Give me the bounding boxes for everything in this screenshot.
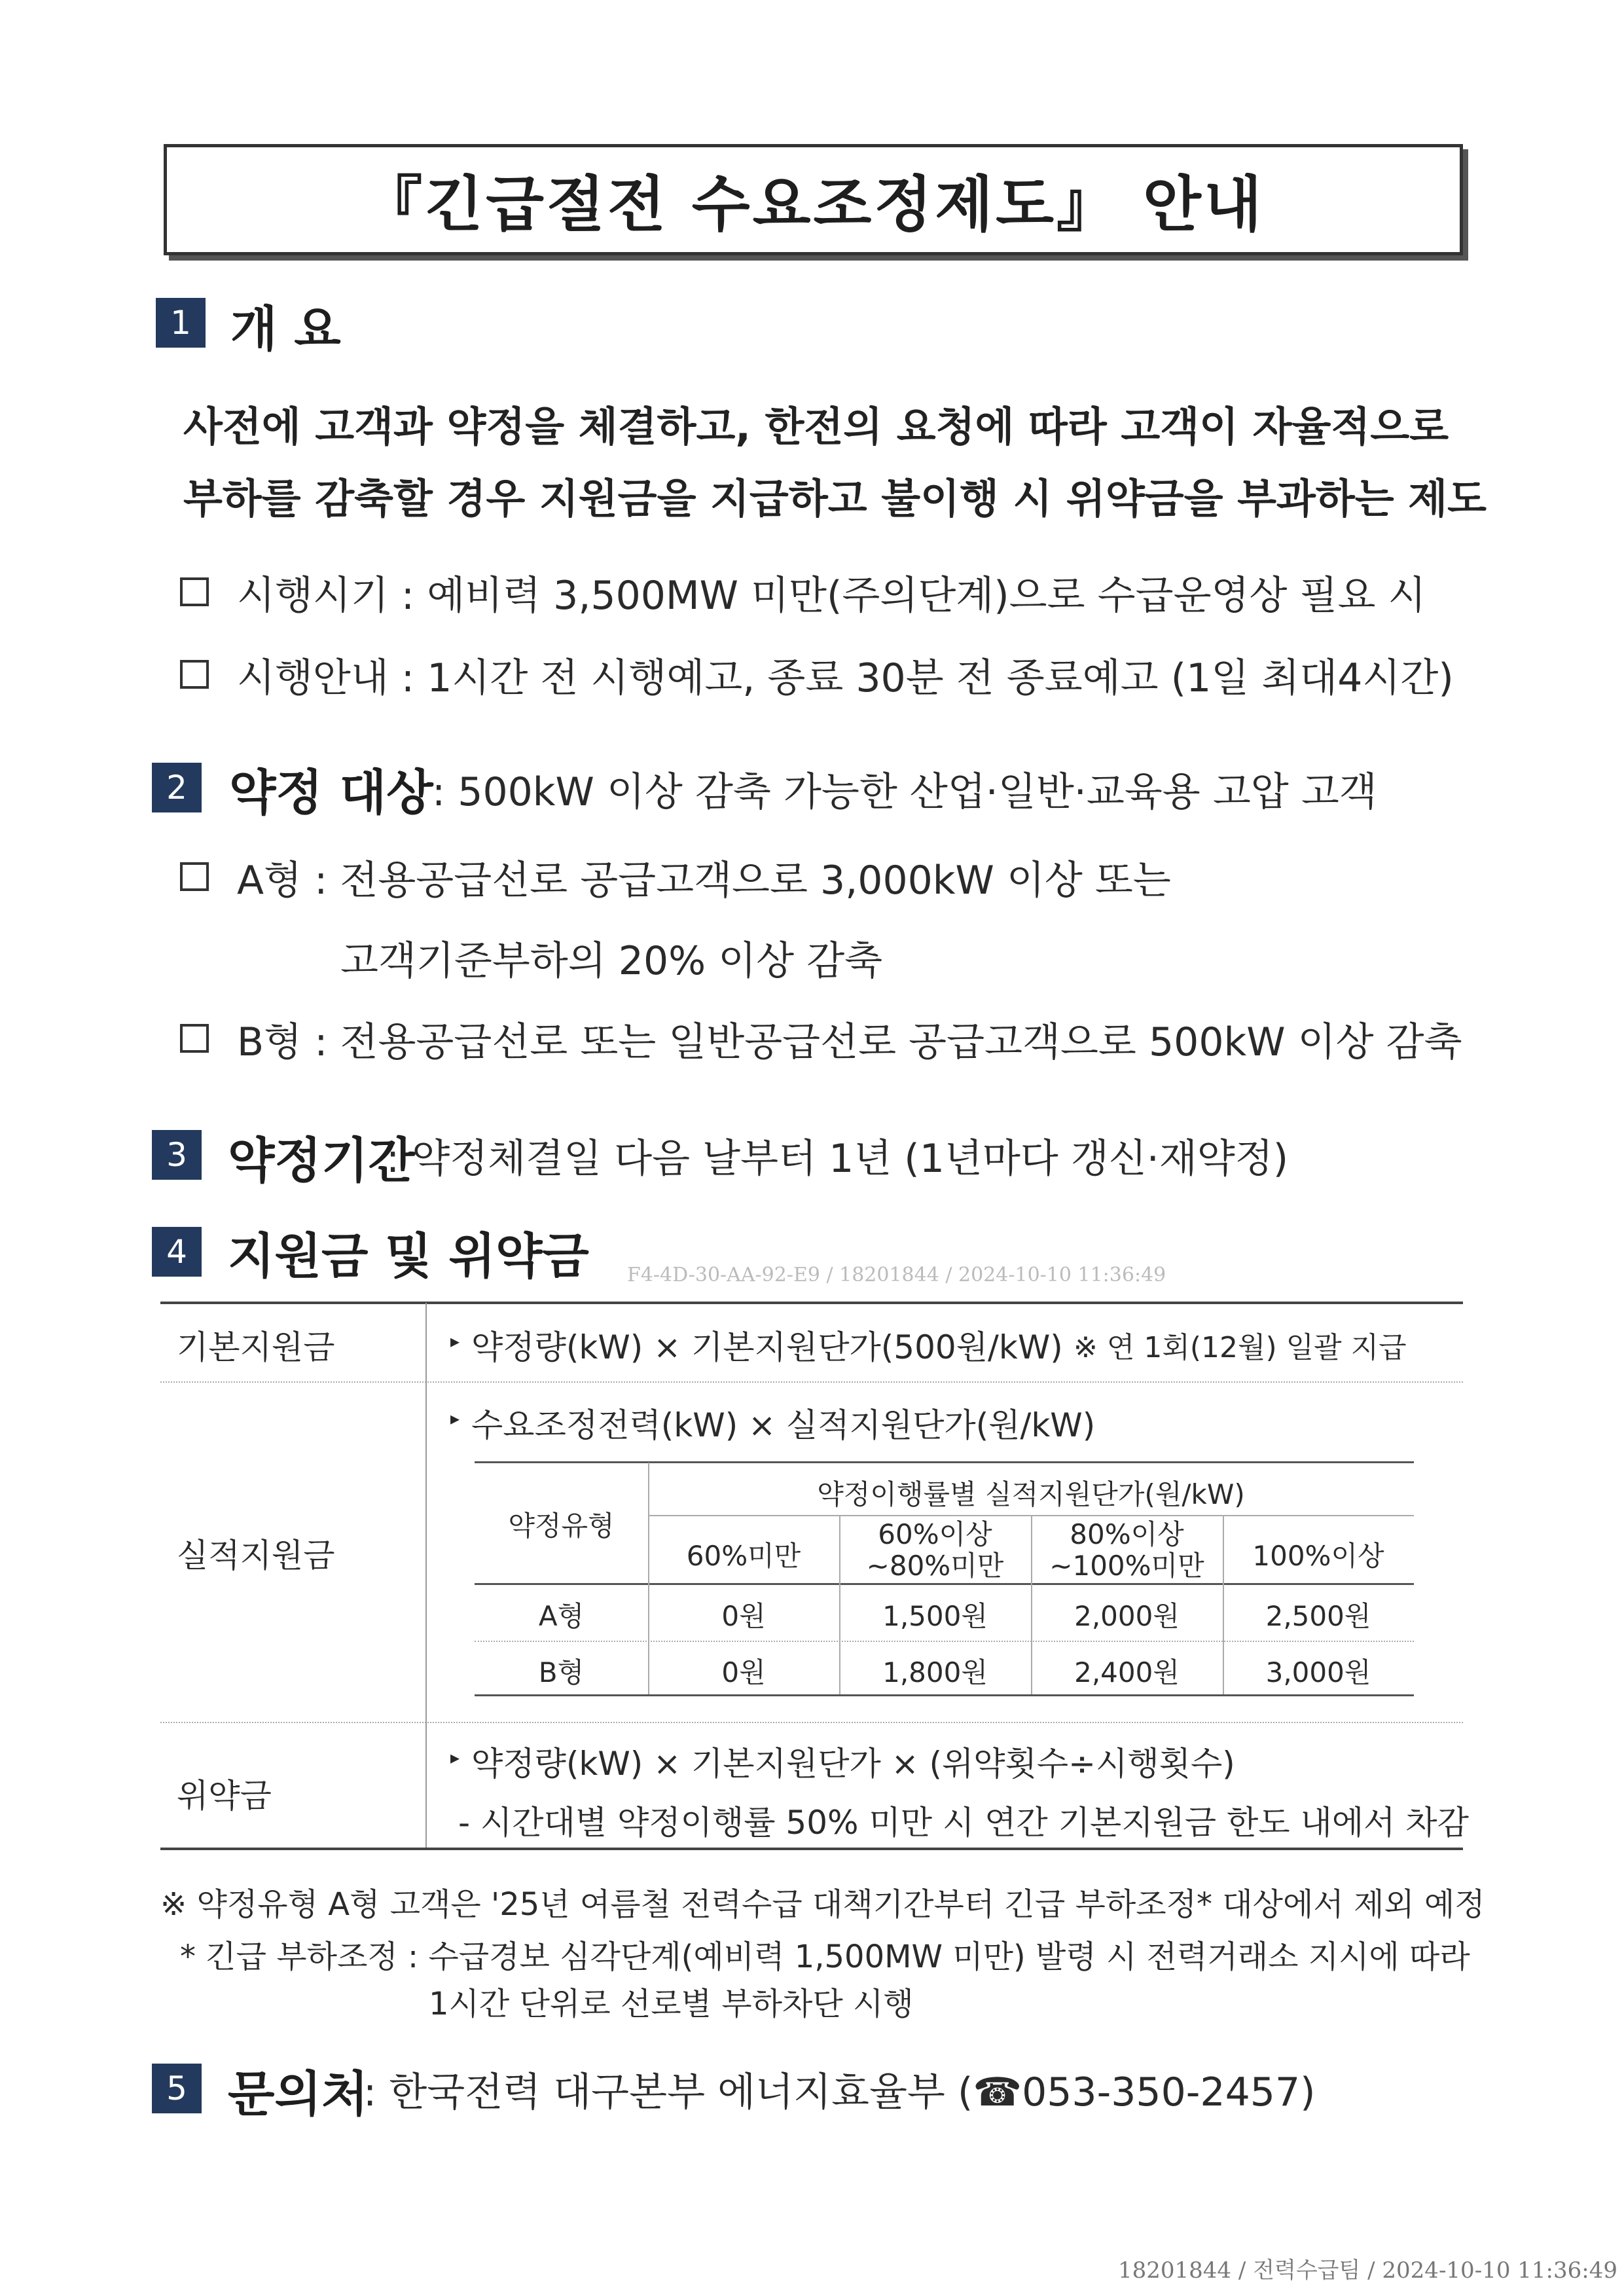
section-2-heading-rest: : 500kW 이상 감축 가능한 산업·일반·교육용 고압 고객 — [432, 769, 1377, 815]
table-row-basic-label: 기본지원금 — [177, 1328, 335, 1366]
subtable-row-b-60-80: 1,800원 — [882, 1656, 988, 1688]
table-row-penalty-detail: - 시간대별 약정이행률 50% 미만 시 연간 기본지원금 한도 내에서 차감 — [458, 1804, 1469, 1842]
bullet-arrow-icon: ▸ — [450, 1747, 460, 1768]
document-stamp: F4-4D-30-AA-92-E9 / 18201844 / 2024-10-10 11:36:49 — [627, 1264, 1166, 1286]
section-3-number-badge: 3 — [152, 1130, 202, 1180]
checkbox-icon — [180, 862, 209, 891]
subtable-group-header: 약정이행률별 실적지원단가(원/kW) — [817, 1478, 1245, 1510]
checkbox-icon — [180, 660, 209, 689]
subtable-type-header: 약정유형 — [508, 1510, 615, 1542]
subtable-row-b-80-100: 2,400원 — [1074, 1656, 1180, 1688]
note-emergency-definition: * 긴급 부하조정 : 수급경보 심각단계(예비력 1,500MW 미만) 발령 시 전력거래소 지시에 따라 — [180, 1939, 1470, 1975]
table-row-penalty-label: 위약금 — [177, 1777, 272, 1815]
table-row-penalty-formula: 약정량(kW) × 기본지원단가 × (위약횟수÷시행횟수) — [471, 1745, 1235, 1783]
title-box — [164, 144, 1463, 255]
table-row-performance-label: 실적지원금 — [177, 1537, 335, 1575]
subtable-col-100-over: 100%이상 — [1252, 1540, 1384, 1572]
subtable-col-80-100-line-2: ~100%미만 — [1049, 1550, 1204, 1582]
subtable-col-under-60: 60%미만 — [686, 1540, 801, 1572]
table-row-performance-formula: 수요조정전력(kW) × 실적지원단가(원/kW) — [471, 1406, 1096, 1444]
s1-item-notice: 시행안내 : 1시간 전 시행예고, 종료 30분 전 종료예고 (1일 최대4시간) — [237, 655, 1454, 701]
subtable-row-b-under-60: 0원 — [721, 1656, 766, 1688]
s2-type-a-line-1: A형 : 전용공급선로 공급고객으로 3,000kW 이상 또는 — [237, 858, 1171, 903]
note-type-a-exclusion: ※ 약정유형 A형 고객은 '25년 여름철 전력수급 대책기간부터 긴급 부하조정* 대상에서 제외 예정 — [160, 1886, 1485, 1923]
subtable-row-b-type: B형 — [538, 1656, 585, 1688]
page-title: 『긴급절전 수요조정제도』 안내 — [362, 170, 1265, 240]
section-2-number-badge: 2 — [152, 763, 202, 812]
bullet-arrow-icon: ▸ — [450, 1408, 460, 1429]
section-4-number-badge: 4 — [152, 1227, 202, 1277]
subtable-row-a-type: A형 — [538, 1600, 585, 1632]
checkbox-icon — [180, 1024, 209, 1053]
subtable-col-80-100-line-1: 80%이상 — [1070, 1518, 1184, 1550]
table-row-basic-formula: 약정량(kW) × 기본지원단가(500원/kW) — [471, 1328, 1063, 1366]
footer-stamp: 18201844 / 전력수급팀 / 2024-10-10 11:36:49 — [1118, 2257, 1617, 2284]
section-1-heading: 개 요 — [230, 301, 341, 357]
section-3-heading-rest: : 약정체결일 다음 날부터 1년 (1년마다 갱신·재약정) — [386, 1136, 1289, 1182]
subtable-row-b-100-over: 3,000원 — [1265, 1656, 1371, 1688]
contact-info: : 한국전력 대구본부 에너지효율부 (☎053-350-2457) — [363, 2069, 1316, 2115]
section-4-heading: 지원금 및 위약금 — [228, 1228, 589, 1285]
section-2-heading: 약정 대상 — [229, 765, 433, 821]
section-5-heading: 문의처 — [228, 2066, 369, 2123]
table-row-basic-note: ※ 연 1회(12월) 일괄 지급 — [1074, 1331, 1407, 1364]
section-3-heading: 약정기간 — [228, 1133, 415, 1189]
subtable-row-a-80-100: 2,000원 — [1074, 1600, 1180, 1632]
s2-type-a-line-2: 고객기준부하의 20% 이상 감축 — [340, 938, 883, 984]
summary-line-1: 사전에 고객과 약정을 체결하고, 한전의 요청에 따라 고객이 자율적으로 — [183, 403, 1449, 450]
checkbox-icon — [180, 577, 209, 606]
subtable-col-80-100 — [1031, 1519, 1223, 1582]
note-emergency-definition-cont: 1시간 단위로 선로별 부하차단 시행 — [429, 1986, 914, 2022]
s2-type-b: B형 : 전용공급선로 또는 일반공급선로 공급고객으로 500kW 이상 감축 — [237, 1019, 1462, 1065]
s1-item-schedule: 시행시기 : 예비력 3,500MW 미만(주의단계)으로 수급운영상 필요 시 — [237, 573, 1426, 619]
subtable-col-60-80-line-2: ~80%미만 — [866, 1550, 1004, 1582]
section-5-number-badge: 5 — [152, 2064, 202, 2113]
section-1-number-badge: 1 — [156, 298, 206, 348]
subtable-row-a-100-over: 2,500원 — [1265, 1600, 1371, 1632]
subtable-col-60-80-line-1: 60%이상 — [878, 1518, 992, 1550]
subtable-row-a-60-80: 1,500원 — [882, 1600, 988, 1632]
bullet-arrow-icon: ▸ — [450, 1330, 460, 1352]
subtable-col-60-80 — [839, 1519, 1031, 1582]
subtable-row-a-under-60: 0원 — [721, 1600, 766, 1632]
summary-line-2: 부하를 감축할 경우 지원금을 지급하고 불이행 시 위약금을 부과하는 제도 — [183, 475, 1487, 522]
